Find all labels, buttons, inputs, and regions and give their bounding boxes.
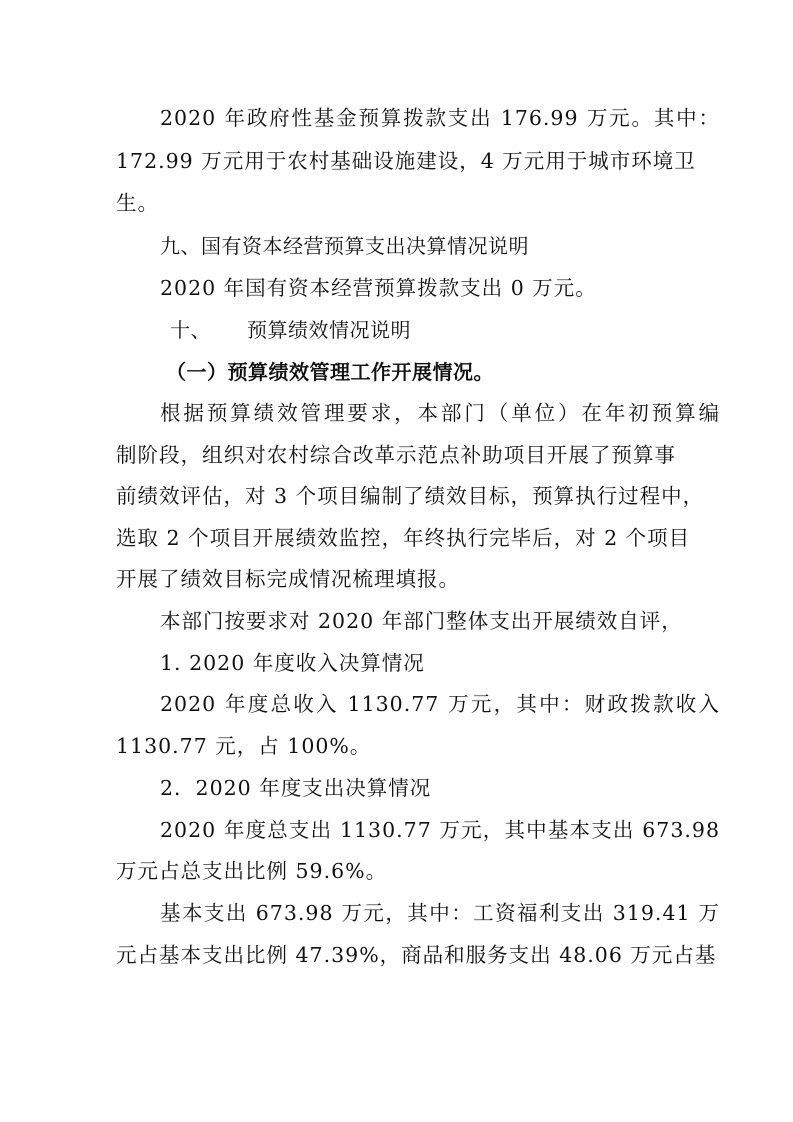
paragraph-line: 2020 年政府性基金预算拨款支出 176.99 万元。其中： — [160, 106, 720, 130]
section-number: 十、 — [170, 318, 211, 342]
paragraph-line: 本部门按要求对 2020 年部门整体支出开展绩效自评， — [160, 609, 683, 633]
paragraph-line: 生。 — [116, 191, 159, 215]
paragraph-line: 万元占总支出比例 59.6%。 — [116, 859, 388, 883]
paragraph-line: 172.99 万元用于农村基础设施建设，4 万元用于城市环境卫 — [116, 149, 696, 173]
paragraph-line: 制阶段，组织对农村综合改革示范点补助项目开展了预算事 — [116, 443, 676, 467]
paragraph-line: 前绩效评估，对 3 个项目编制了绩效目标，预算执行过程中， — [116, 484, 705, 508]
paragraph-line: 元占基本支出比例 47.39%，商品和服务支出 48.06 万元占基 — [116, 943, 717, 967]
section-heading-10 — [170, 315, 730, 345]
paragraph-line: 2020 年国有资本经营预算拨款支出 0 万元。 — [160, 276, 597, 300]
paragraph-line: 2020 年度总支出 1130.77 万元，其中基本支出 673.98 — [160, 818, 720, 842]
paragraph-line: 选取 2 个项目开展绩效监控，年终执行完毕后，对 2 个项目 — [116, 526, 691, 550]
paragraph-line: 2020 年度总收入 1130.77 万元，其中：财政拨款收入 — [160, 692, 720, 716]
paragraph-line: 1130.77 元，占 100%。 — [116, 734, 372, 758]
numbered-item: 1. 2020 年度收入决算情况 — [160, 651, 425, 675]
numbered-item: 2．2020 年度支出决算情况 — [160, 776, 432, 800]
subsection-heading: （一）预算绩效管理工作开展情况。 — [166, 360, 494, 384]
paragraph-line: 开展了绩效目标完成情况梳理填报。 — [116, 567, 460, 591]
paragraph-line: 基本支出 673.98 万元，其中：工资福利支出 319.41 万 — [160, 901, 720, 925]
section-title: 预算绩效情况说明 — [247, 318, 411, 342]
section-heading-9: 九、国有资本经营预算支出决算情况说明 — [160, 234, 529, 258]
paragraph-line: 根据预算绩效管理要求，本部门（单位）在年初预算编 — [160, 401, 720, 425]
